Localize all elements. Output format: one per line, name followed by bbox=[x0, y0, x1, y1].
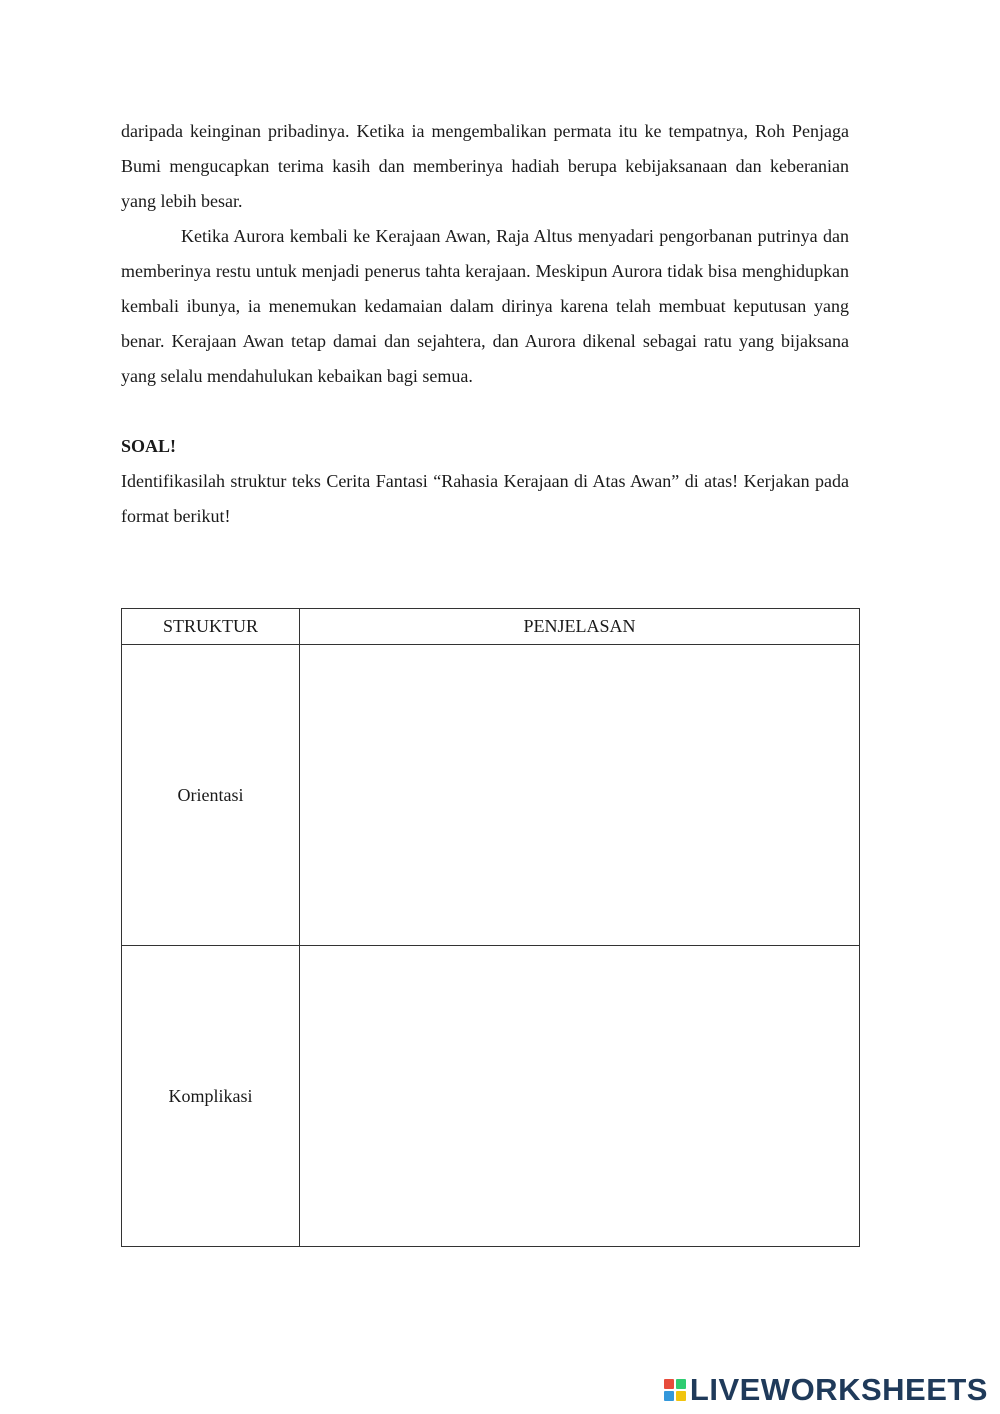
question-title: SOAL! bbox=[121, 436, 177, 456]
header-struktur: STRUKTUR bbox=[122, 609, 300, 645]
document-body bbox=[121, 114, 849, 534]
row-label-orientasi: Orientasi bbox=[122, 645, 300, 946]
liveworksheets-logo bbox=[664, 1372, 988, 1408]
question-instruction: Identifikasilah struktur teks Cerita Fantasi “Rahasia Kerajaan di Atas Awan” di atas! Kerjakan pada format berikut! bbox=[121, 471, 849, 526]
table-header-row bbox=[122, 609, 860, 645]
table-row bbox=[122, 946, 860, 1247]
story-paragraph-1: daripada keinginan pribadinya. Ketika ia mengembalikan permata itu ke tempatnya, Roh Penjaga Bumi mengucapkan terima kasih dan memberinya hadiah berupa kebijaksanaan dan keberanian yang lebih besar. bbox=[121, 121, 849, 211]
story-paragraph-2: Ketika Aurora kembali ke Kerajaan Awan, Raja Altus menyadari pengorbanan putrinya dan memberinya restu untuk menjadi penerus tahta kerajaan. Meskipun Aurora tidak bisa menghidupkan kembali ibunya, ia menemukan kedamaian dalam dirinya karena telah membuat keputusan yang benar. Kerajaan Awan tetap damai dan sejahtera, dan Aurora dikenal sebagai ratu yang bijaksana yang selalu mendahulukan kebaikan bagi semua. bbox=[121, 226, 849, 386]
logo-grid-icon bbox=[664, 1379, 686, 1401]
header-penjelasan: PENJELASAN bbox=[300, 609, 860, 645]
logo-text: LIVEWORKSHEETS bbox=[689, 1372, 988, 1407]
row-label-komplikasi: Komplikasi bbox=[122, 946, 300, 1247]
table-row bbox=[122, 645, 860, 946]
answer-field-komplikasi[interactable] bbox=[300, 946, 860, 1247]
answer-table bbox=[121, 608, 860, 1247]
answer-field-orientasi[interactable] bbox=[300, 645, 860, 946]
